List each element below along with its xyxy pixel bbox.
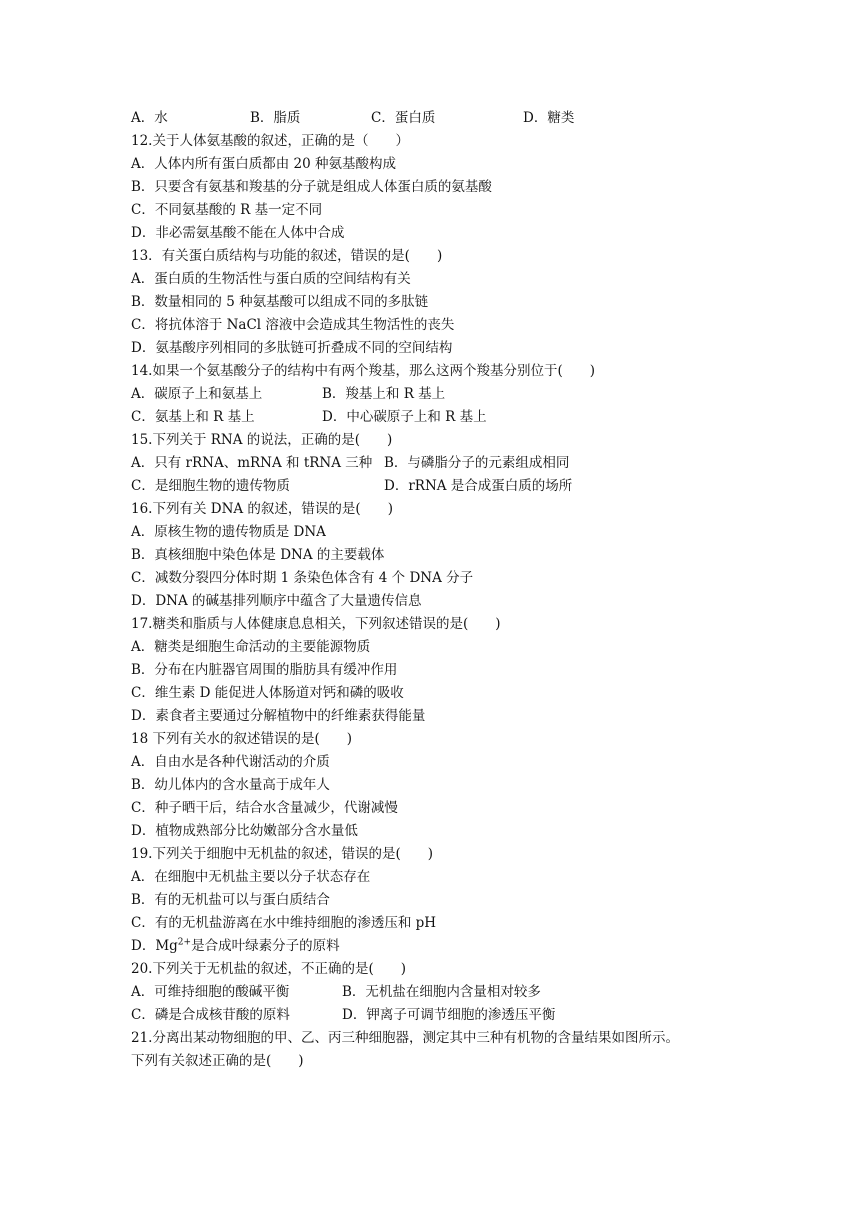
q16-option-b: B．真核细胞中染色体是 DNA 的主要载体 xyxy=(131,547,385,563)
q19-option-d-suffix: 是合成叶绿素分子的原料 xyxy=(191,938,340,954)
q12-option-a: A．人体内所有蛋白质都由 20 种氨基酸构成 xyxy=(131,156,397,172)
q15-option-b: B．与磷脂分子的元素组成相同 xyxy=(384,455,570,471)
q18-option-b: B．幼儿体内的含水量高于成年人 xyxy=(131,777,330,793)
q15-options-row1 xyxy=(131,452,811,475)
q18-option-a: A．自由水是各种代谢活动的介质 xyxy=(131,754,330,770)
q19-option-b: B．有的无机盐可以与蛋白质结合 xyxy=(131,892,330,908)
q15-option-c: C．是细胞生物的遗传物质 xyxy=(131,478,290,494)
q17-option-b: B．分布在内脏器官周围的脂肪具有缓冲作用 xyxy=(131,662,398,678)
q20-stem: 20.下列关于无机盐的叙述，不正确的是( ) xyxy=(131,961,407,977)
q16-option-a: A．原核生物的遗传物质是 DNA xyxy=(131,524,326,540)
q17-option-d: D．素食者主要通过分解植物中的纤维素获得能量 xyxy=(131,708,426,724)
q11-option-c: C．蛋白质 xyxy=(371,110,436,126)
q16-option-d: D．DNA 的碱基排列顺序中蕴含了大量遗传信息 xyxy=(131,593,422,609)
q19-option-d xyxy=(131,935,811,958)
q17-option-c: C．维生素 D 能促进人体肠道对钙和磷的吸收 xyxy=(131,685,404,701)
q15-option-d: D．rRNA 是合成蛋白质的场所 xyxy=(384,478,573,494)
q14-option-c: C．氨基上和 R 基上 xyxy=(131,409,255,425)
q19-option-d-prefix: D．Mg xyxy=(131,938,178,954)
q20-option-d: D．钾离子可调节细胞的渗透压平衡 xyxy=(342,1007,556,1023)
q21-stem-line2: 下列有关叙述正确的是( ) xyxy=(131,1053,304,1069)
q18-option-d: D．植物成熟部分比幼嫩部分含水量低 xyxy=(131,823,358,839)
q11-option-d: D．糖类 xyxy=(523,110,575,126)
q15-option-a: A．只有 rRNA、mRNA 和 tRNA 三种 xyxy=(131,455,373,471)
q12-stem: 12.关于人体氨基酸的叙述，正确的是（ ） xyxy=(131,133,409,149)
q20-option-a: A．可维持细胞的酸碱平衡 xyxy=(131,984,290,1000)
q18-option-c: C．种子晒干后，结合水含量减少，代谢减慢 xyxy=(131,800,398,816)
q20-options-row2 xyxy=(131,1004,811,1027)
q12-option-d: D．非必需氨基酸不能在人体中合成 xyxy=(131,225,345,241)
q21-stem-line1: 21.分离出某动物细胞的甲、乙、丙三种细胞器，测定其中三种有机物的含量结果如图所示。 xyxy=(131,1030,679,1046)
q19-option-d-superscript: 2+ xyxy=(177,937,192,948)
q12-option-c: C．不同氨基酸的 R 基一定不同 xyxy=(131,202,323,218)
q11-option-a: A．水 xyxy=(131,110,168,126)
q16-stem: 16.下列有关 DNA 的叙述，错误的是( ) xyxy=(131,501,393,517)
q20-option-b: B．无机盐在细胞内含量相对较多 xyxy=(342,984,541,1000)
question-list xyxy=(131,107,811,1073)
q13-option-a: A．蛋白质的生物活性与蛋白质的空间结构有关 xyxy=(131,271,411,287)
q14-option-d: D．中心碳原子上和 R 基上 xyxy=(322,409,487,425)
q17-stem: 17.糖类和脂质与人体健康息息相关，下列叙述错误的是( ) xyxy=(131,616,501,632)
q13-option-d: D．氨基酸序列相同的多肽链可折叠成不同的空间结构 xyxy=(131,340,453,356)
q14-stem: 14.如果一个氨基酸分子的结构中有两个羧基，那么这两个羧基分别位于( ) xyxy=(131,363,596,379)
q14-option-a: A．碳原子上和氨基上 xyxy=(131,386,263,402)
q13-option-b: B．数量相同的 5 种氨基酸可以组成不同的多肽链 xyxy=(131,294,429,310)
q19-option-a: A．在细胞中无机盐主要以分子状态存在 xyxy=(131,869,371,885)
q11-option-b: B．脂质 xyxy=(250,110,301,126)
q13-stem: 13．有关蛋白质结构与功能的叙述，错误的是( ) xyxy=(131,248,443,264)
q16-option-c: C．减数分裂四分体时期 1 条染色体含有 4 个 DNA 分子 xyxy=(131,570,474,586)
q18-stem: 18 下列有关水的叙述错误的是( ) xyxy=(131,731,353,747)
q20-option-c: C．磷是合成核苷酸的原料 xyxy=(131,1007,290,1023)
q19-stem: 19.下列关于细胞中无机盐的叙述，错误的是( ) xyxy=(131,846,434,862)
q13-option-c: C．将抗体溶于 NaCl 溶液中会造成其生物活性的丧失 xyxy=(131,317,455,333)
q15-options-row2 xyxy=(131,475,811,498)
q14-option-b: B．羧基上和 R 基上 xyxy=(322,386,446,402)
q14-options-row2 xyxy=(131,406,811,429)
q12-option-b: B．只要含有氨基和羧基的分子就是组成人体蛋白质的氨基酸 xyxy=(131,179,492,195)
q20-options-row1 xyxy=(131,981,811,1004)
q15-stem: 15.下列关于 RNA 的说法，正确的是( ) xyxy=(131,432,393,448)
q17-option-a: A．糖类是细胞生命活动的主要能源物质 xyxy=(131,639,371,655)
q19-option-c: C．有的无机盐游离在水中维持细胞的渗透压和 pH xyxy=(131,915,437,931)
q14-options-row1 xyxy=(131,383,811,406)
q11-options xyxy=(131,107,811,130)
